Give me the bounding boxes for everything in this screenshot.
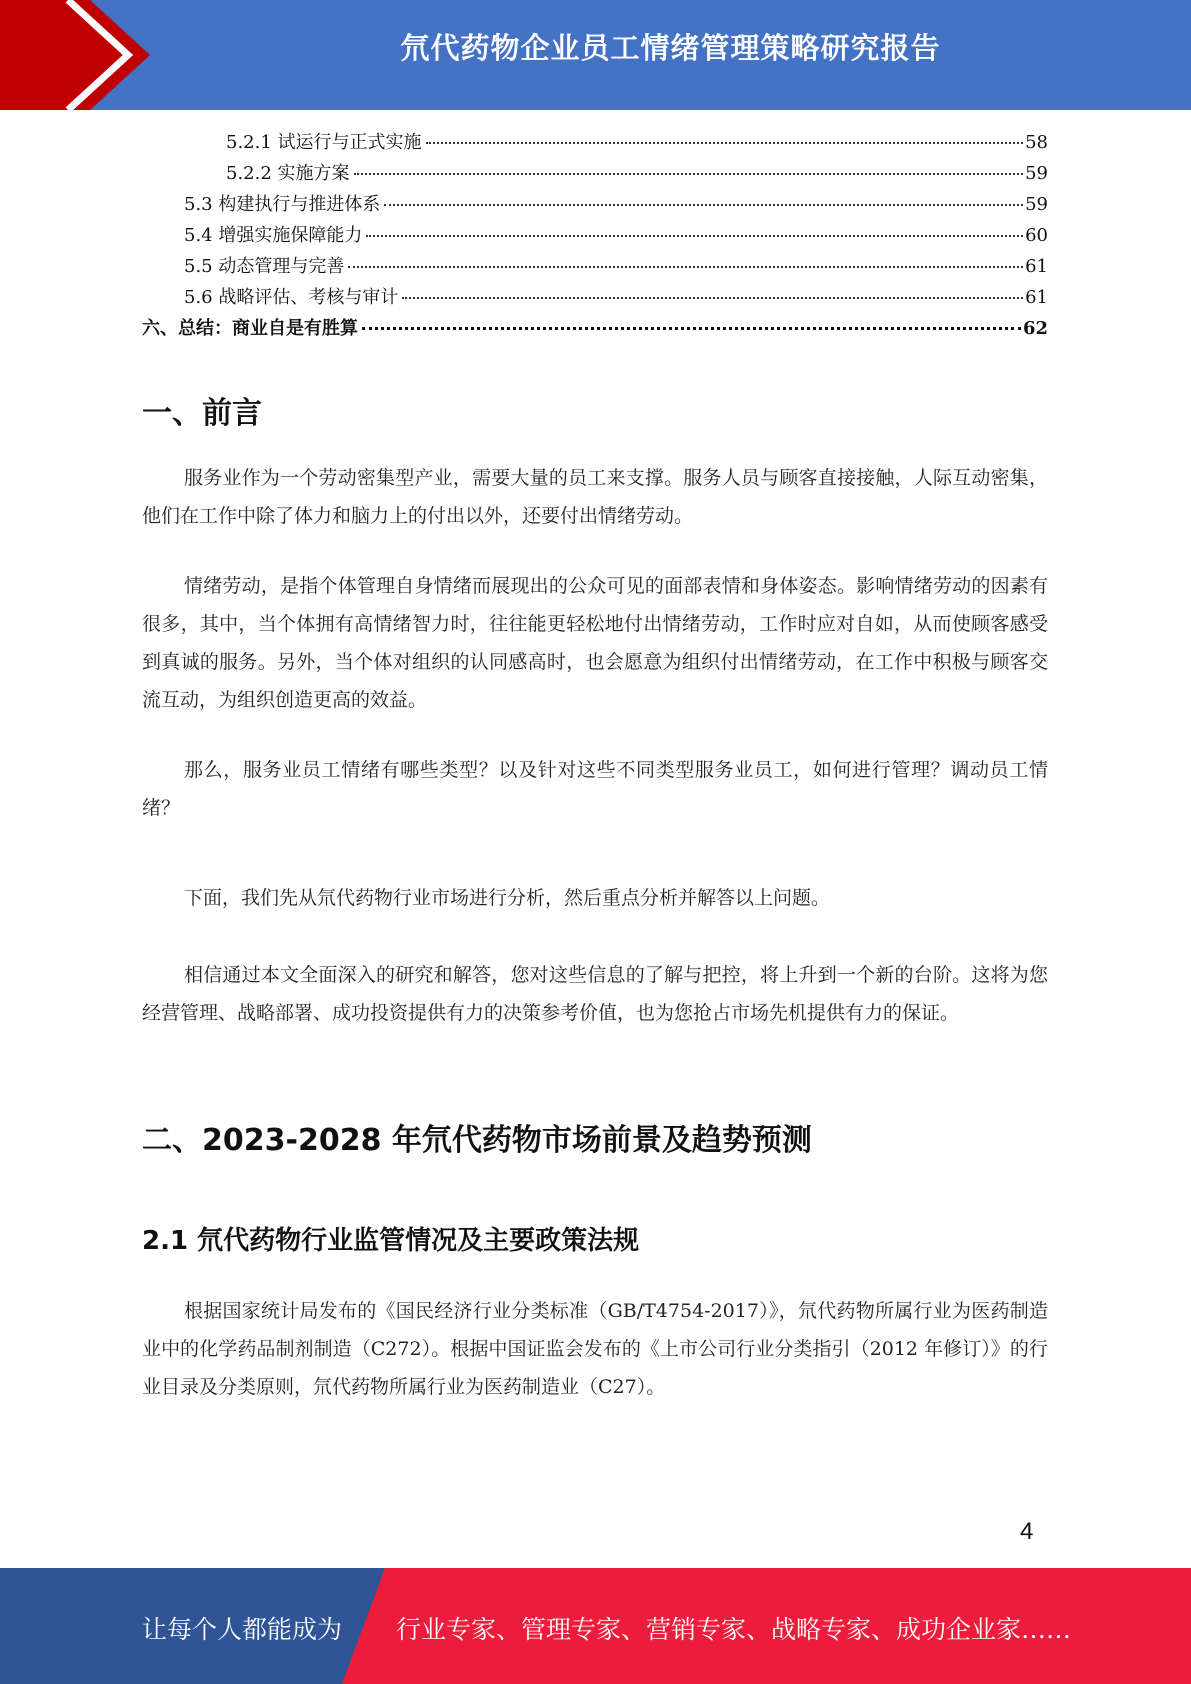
body-paragraph: 服务业作为一个劳动密集型产业，需要大量的员工来支撑。服务人员与顾客直接接触，人际互动密集，他们在工作中除了体力和脑力上的付出以外，还要付出情绪劳动。: [142, 467, 1048, 527]
toc-entry[interactable]: [142, 283, 1048, 314]
toc-leader-dots: [348, 266, 1023, 268]
body-paragraph: 那么，服务业员工情绪有哪些类型？以及针对这些不同类型服务业员工，如何进行管理？调动员工情绪？: [142, 759, 1048, 819]
toc-entry[interactable]: [142, 221, 1048, 252]
toc-entry[interactable]: [142, 128, 1048, 159]
toc-entry-label: 5.3 构建执行与推进体系: [184, 194, 381, 215]
toc-leader-dots: [354, 173, 1024, 175]
toc-entry-label: 5.5 动态管理与完善: [184, 256, 345, 277]
toc-leader-dots: [384, 204, 1023, 206]
toc-entry-label: 5.2.2 实施方案: [226, 163, 350, 184]
toc-entry[interactable]: [142, 190, 1048, 221]
subsection-heading: 2.1 氘代药物行业监管情况及主要政策法规: [142, 1226, 640, 1256]
toc-entry-label: 5.2.1 试运行与正式实施: [226, 132, 422, 153]
toc-entry-page: 62: [1022, 318, 1048, 339]
toc-entry-label: 5.4 增强实施保障能力: [184, 225, 363, 246]
toc-leader-dots: [362, 327, 1021, 330]
toc-entry-label: 5.6 战略评估、考核与审计: [184, 287, 399, 308]
toc-entry[interactable]: [142, 159, 1048, 190]
body-paragraph: 根据国家统计局发布的《国民经济行业分类标准（GB/T4754-2017）》，氘代药物所属行业为医药制造业中的化学药品制剂制造（C272）。根据中国证监会发布的《上市公司行业分类指引（2012 年修订）》的行业目录及分类原则，氘代药物所属行业为医药制造业（C27）。: [142, 1300, 1048, 1398]
page-header: [0, 0, 1191, 110]
page-footer: [0, 1568, 1191, 1684]
toc-entry[interactable]: [142, 314, 1048, 345]
body-paragraph: 下面，我们先从氘代药物行业市场进行分析，然后重点分析并解答以上问题。: [184, 887, 831, 909]
toc-entry-label: 六、总结：商业自是有胜算: [142, 318, 358, 339]
toc-entry-page: 58: [1025, 132, 1048, 153]
footer-slogan-right: 行业专家、管理专家、营销专家、战略专家、成功企业家……: [396, 1615, 1072, 1644]
toc-leader-dots: [366, 235, 1023, 237]
toc-entry-page: 59: [1025, 163, 1048, 184]
page-number: 4: [1020, 1518, 1034, 1545]
toc-entry-page: 59: [1025, 194, 1048, 215]
toc-leader-dots: [426, 142, 1024, 144]
toc-leader-dots: [402, 297, 1023, 299]
red-chevron-decoration: [0, 0, 160, 110]
table-of-contents: [142, 128, 1048, 345]
report-title: 氘代药物企业员工情绪管理策略研究报告: [400, 31, 941, 65]
toc-entry-page: 61: [1025, 287, 1048, 308]
toc-entry-page: 61: [1025, 256, 1048, 277]
footer-slogan-left: 让每个人都能成为: [142, 1615, 343, 1644]
body-paragraph: 情绪劳动，是指个体管理自身情绪而展现出的公众可见的面部表情和身体姿态。影响情绪劳动的因素有很多，其中，当个体拥有高情绪智力时，往往能更轻松地付出情绪劳动，工作时应对自如，从而使顾客感受到真诚的服务。另外，当个体对组织的认同感高时，也会愿意为组织付出情绪劳动，在工作中积极与顾客交流互动，为组织创造更高的效益。: [142, 575, 1048, 711]
body-paragraph: 相信通过本文全面深入的研究和解答，您对这些信息的了解与把控，将上升到一个新的台阶。这将为您经营管理、战略部署、成功投资提供有力的决策参考价值，也为您抢占市场先机提供有力的保证。: [142, 964, 1048, 1024]
section-heading-preface: 一、前言: [142, 396, 262, 431]
toc-entry[interactable]: [142, 252, 1048, 283]
toc-entry-page: 60: [1025, 225, 1048, 246]
section-heading-market-outlook: 二、2023-2028 年氘代药物市场前景及趋势预测: [142, 1123, 812, 1158]
